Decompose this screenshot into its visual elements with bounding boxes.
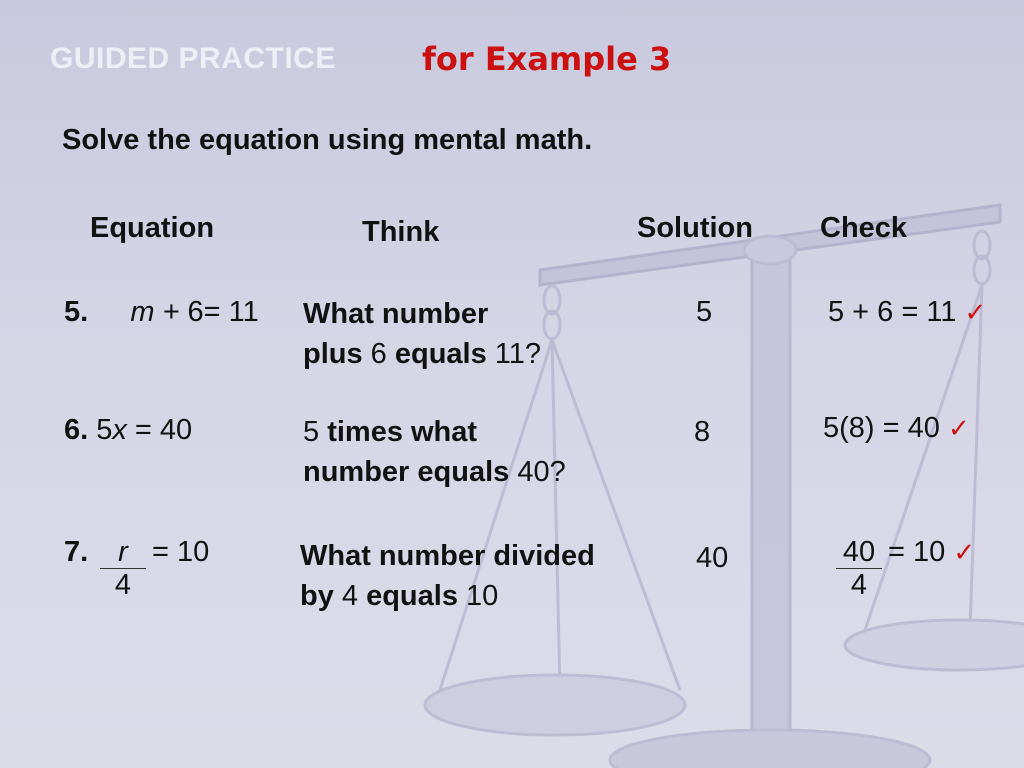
think-6 xyxy=(303,412,566,492)
think-7 xyxy=(300,536,595,616)
think-text: number equals xyxy=(303,456,510,488)
think-number: 4 xyxy=(333,580,367,612)
think-text: What number divided xyxy=(300,540,595,572)
example-reference: for Example 3 xyxy=(422,40,672,78)
think-text: by xyxy=(300,580,334,612)
think-number: 10 xyxy=(457,580,499,612)
think-number: 6 xyxy=(362,338,395,370)
problem-number: 5. xyxy=(64,296,89,328)
checkmark-icon: ✓ xyxy=(947,414,970,444)
check-7 xyxy=(888,536,975,569)
think-number: 5 xyxy=(303,416,328,448)
fraction-numerator: 40 xyxy=(836,536,882,569)
column-heading-check: Check xyxy=(820,212,908,244)
check-equation: 5 + 6 = 11 xyxy=(828,296,957,328)
think-text: equals xyxy=(366,580,458,612)
think-number: 40? xyxy=(509,456,566,488)
problem-number: 6. xyxy=(64,414,89,446)
think-text: equals xyxy=(394,338,487,370)
checkmark-icon: ✓ xyxy=(964,298,987,328)
equation-7-fraction xyxy=(100,536,146,601)
check-equation: = 10 xyxy=(888,536,946,568)
think-text: times what xyxy=(327,416,478,448)
solution-7: 40 xyxy=(696,542,729,574)
equation-6 xyxy=(64,414,192,447)
think-number: 11? xyxy=(486,338,542,370)
fraction-denominator: 4 xyxy=(850,569,868,601)
check-7-fraction xyxy=(836,536,882,601)
checkmark-icon: ✓ xyxy=(953,538,976,568)
column-heading-solution: Solution xyxy=(637,212,753,244)
solution-6: 8 xyxy=(694,416,711,448)
equation-5 xyxy=(64,296,259,329)
equation-rest: = 10 xyxy=(152,536,210,568)
solution-5: 5 xyxy=(696,296,713,328)
equation-variable: m xyxy=(130,296,155,328)
check-5 xyxy=(828,296,986,329)
equation-rest: 6= 11 xyxy=(187,296,259,328)
equation-rest: = 40 xyxy=(126,414,193,446)
think-5 xyxy=(303,294,541,374)
think-text: What number xyxy=(303,298,489,330)
problem-number: 7. xyxy=(64,536,89,568)
column-heading-equation: Equation xyxy=(90,212,215,244)
equation-coefficient: 5 xyxy=(88,414,113,446)
check-equation: 5(8) = 40 xyxy=(823,412,940,444)
instruction-text: Solve the equation using mental math. xyxy=(62,124,593,156)
fraction-denominator: 4 xyxy=(114,569,132,601)
equation-operator: + xyxy=(154,296,188,328)
fraction-numerator: r xyxy=(100,536,146,569)
think-text: plus xyxy=(303,338,363,370)
column-heading-think: Think xyxy=(362,216,440,248)
guided-practice-title: GUIDED PRACTICE xyxy=(50,42,336,75)
equation-variable: x xyxy=(112,414,127,446)
check-6 xyxy=(823,412,970,445)
